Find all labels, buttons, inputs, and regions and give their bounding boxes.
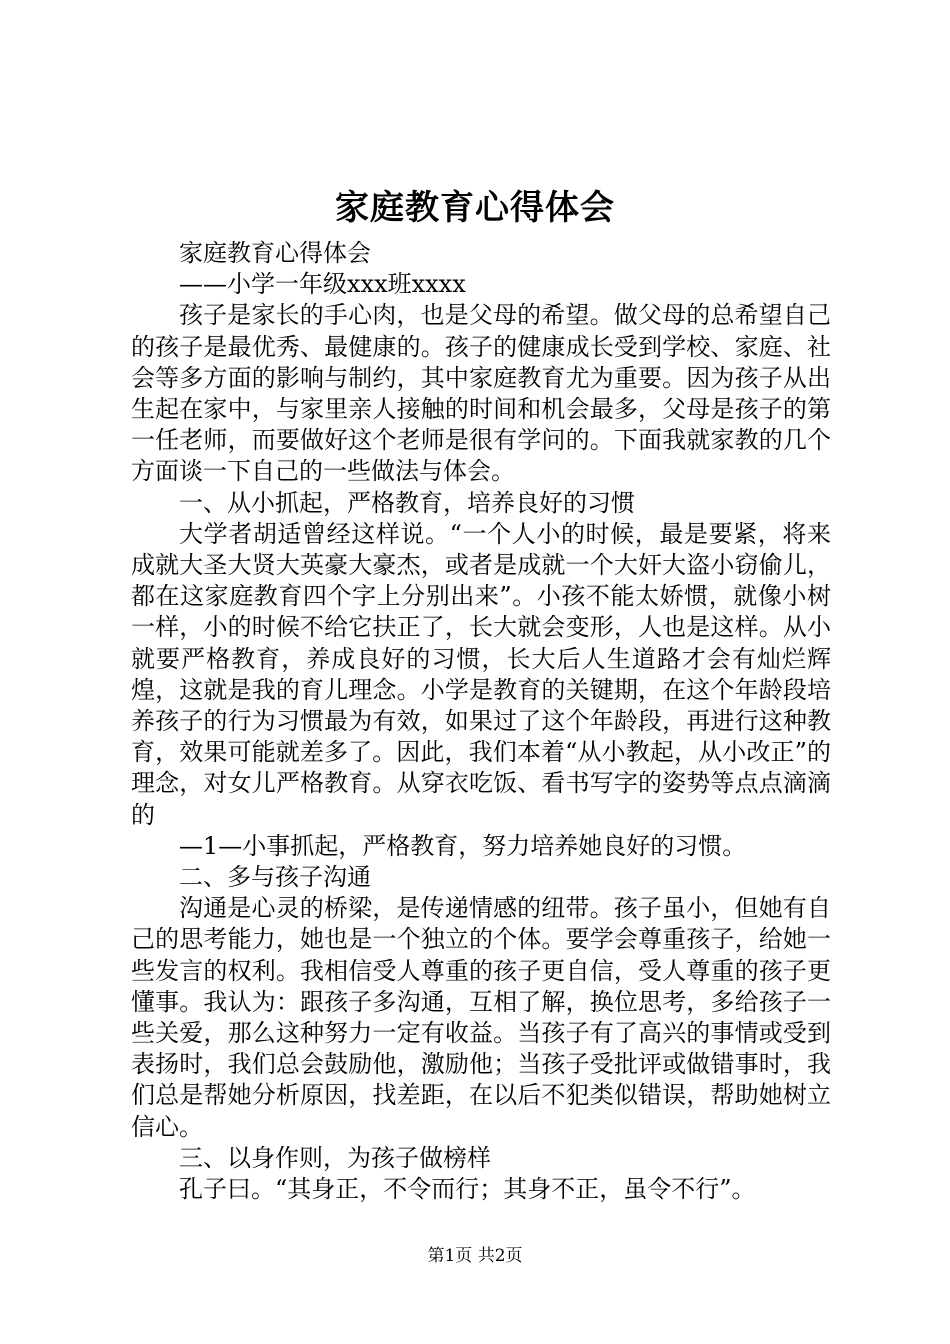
paragraph-section-3: 孔子曰。“其身正，不令而行；其身不正，虽令不行”。	[179, 1175, 756, 1204]
section-heading-3: 三、以身作则，为孩子做榜样	[179, 1143, 491, 1172]
paragraph-section-1-continued: —1—小事抓起，严格教育，努力培养她良好的习惯。	[179, 831, 747, 860]
page-footer: 第1页 共2页	[427, 1246, 523, 1266]
section-heading-1: 一、从小抓起，严格教育，培养良好的习惯	[179, 488, 635, 517]
paragraph-section-2: 沟通是心灵的桥梁，是传递情感的纽带。孩子虽小，但她有自己的思考能力，她也是一个独立的个体。要学会尊重孩子，给她一些发言的权利。我相信受人尊重的孩子更自信，受人尊重的孩子更懂事。我认为：跟孩子多沟通，互相了解，换位思考，多给孩子一些关爱，那么这种努力一定有收益。当孩子有了高兴的事情或受到表扬时，我们总会鼓励他，激励他；当孩子受批评或做错事时，我们总是帮她分析原因，找差距，在以后不犯类似错误，帮助她树立信心。	[131, 894, 831, 1141]
document-body	[131, 238, 831, 1205]
document-title: 家庭教育心得体会	[335, 188, 615, 228]
body-heading: 家庭教育心得体会	[179, 239, 371, 267]
paragraph-section-1: 大学者胡适曾经这样说。“一个人小的时候，最是要紧，将来成就大圣大贤大英豪大豪杰，或者是成就一个大奸大盗小窃偷儿，都在这家庭教育四个字上分别出来”。小孩不能太娇惯，就像小树一样，小的时候不给它扶正了，长大就会变形，人也是这样。从小就要严格教育，养成良好的习惯，长大后人生道路才会有灿烂辉煌，这就是我的育儿理念。小学是教育的关键期，在这个年龄段培养孩子的行为习惯最为有效，如果过了这个年龄段，再进行这种教育，效果可能就差多了。因此，我们本着“从小教起，从小改正”的理念，对女儿严格教育。从穿衣吃饭、看书写字的姿势等点点滴滴的	[131, 519, 831, 829]
paragraph-intro: 孩子是家长的手心肉，也是父母的希望。做父母的总希望自己的孩子是最优秀、最健康的。孩子的健康成长受到学校、家庭、社会等多方面的影响与制约，其中家庭教育尤为重要。因为孩子从出生起在家中，与家里亲人接触的时间和机会最多，父母是孩子的第一任老师，而要做好这个老师是很有学问的。下面我就家教的几个方面谈一下自己的一些做法与体会。	[131, 301, 831, 486]
author-line: ——小学一年级xxx班xxxx	[179, 270, 466, 299]
section-heading-2: 二、多与孩子沟通	[179, 863, 371, 892]
